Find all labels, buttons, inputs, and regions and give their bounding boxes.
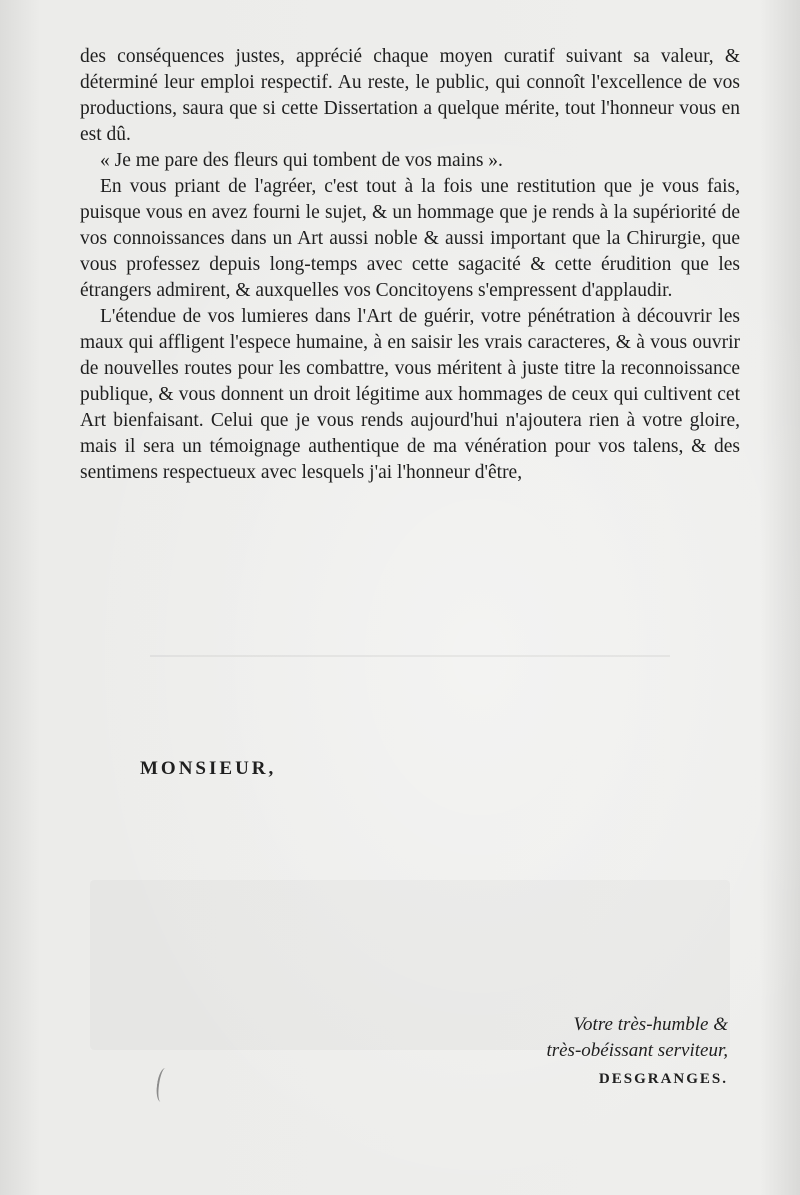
salutation: MONSIEUR, — [140, 758, 277, 779]
paragraph-4: L'étendue de vos lumieres dans l'Art de guérir, votre pénétration à découvrir les maux qui affligent l'espece humaine, à en saisir les vrais caracteres, & à vous ouvrir de nouvelles routes pour les combattre, vous méritent à juste titre la reconnoissance publique, & vous donnent un droit légitime aux hommages de ceux qui cultivent cet Art bienfaisant. Celui que je vous rends aujourd'hui n'ajoutera rien à votre gloire, mais il sera un témoignage authentique de ma vénération pour vos talens, & des sentimens respectueux avec lesquels j'ai l'honneur d'être, — [80, 306, 740, 483]
signature-line-2: très-obéissant serviteur, — [546, 1040, 728, 1061]
main-text — [80, 44, 740, 486]
ink-mark-icon — [155, 1067, 172, 1102]
bleed-through-rule — [150, 655, 670, 657]
paragraph-quote: « Je me pare des fleurs qui tombent de vos mains ». — [100, 150, 503, 171]
signature-block — [546, 1012, 728, 1092]
author-name: DESGRANGES. — [598, 1071, 728, 1087]
signature-line-1: Votre très-humble & — [573, 1014, 728, 1035]
paragraph-3: En vous priant de l'agréer, c'est tout à la fois une restitution que je vous fais, puisque vous en avez fourni le sujet, & un hommage que je rends à la supériorité de vos connoissances dans un Art aussi noble & aussi important que la Chirurgie, que vous professez depuis long-temps avec cette sagacité & cette érudition que les étrangers admirent, & auxquelles vos Concitoyens s'empressent d'applaudir. — [80, 176, 740, 301]
paragraph-1: des conséquences justes, apprécié chaque moyen curatif suivant sa valeur, & déterminé leur emploi respectif. Au reste, le public, qui connoît l'excellence de vos productions, saura que si cette Dissertation a quelque mérite, tout l'honneur vous en est dû. — [80, 46, 740, 145]
